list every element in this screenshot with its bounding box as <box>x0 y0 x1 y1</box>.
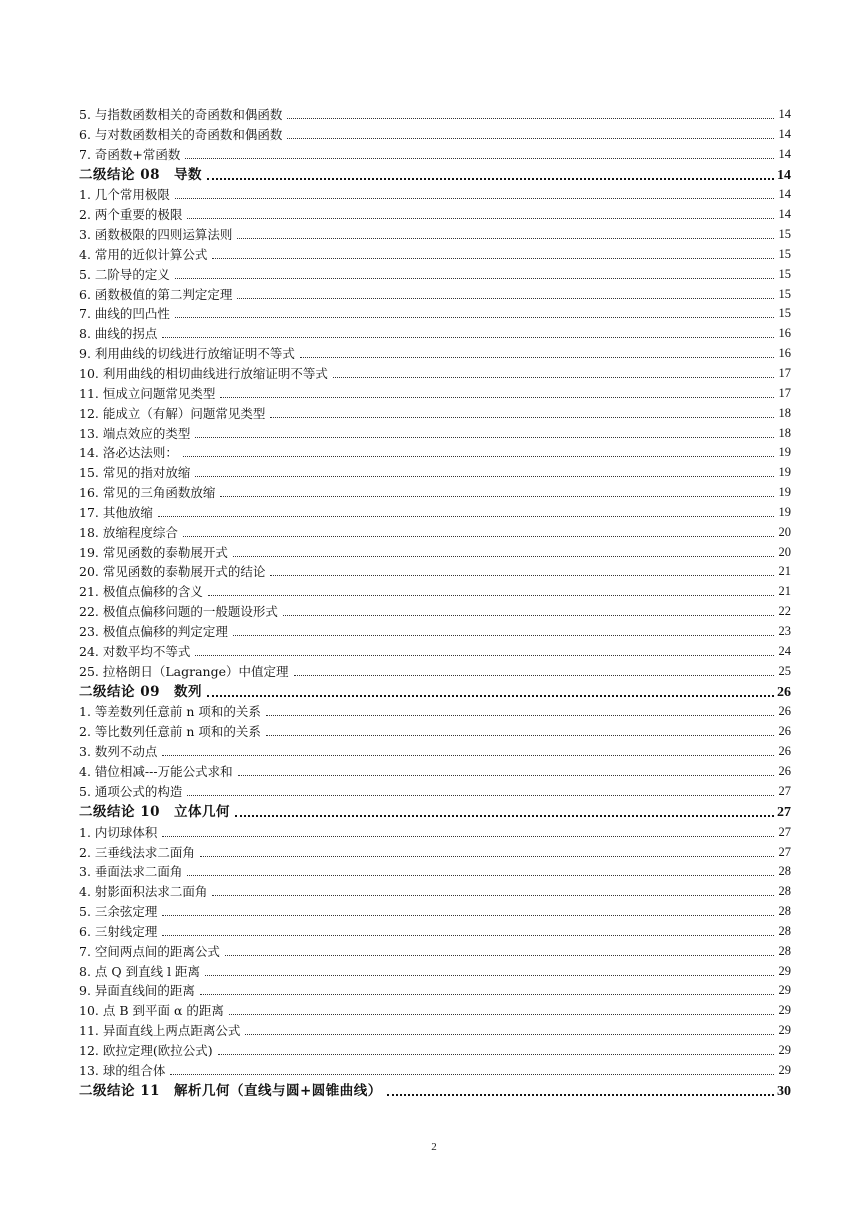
dot-leader <box>225 954 774 956</box>
toc-entry-page: 15 <box>778 286 791 301</box>
toc-entry-label: 4. 错位相减---万能公式求和 <box>79 764 233 779</box>
toc-entry[interactable] <box>79 581 791 601</box>
toc-entry[interactable] <box>79 921 791 941</box>
toc-entry-label: 二级结论 08 导数 <box>79 166 202 183</box>
toc-entry-label: 2. 两个重要的极限 <box>79 207 183 223</box>
dot-leader <box>270 574 774 576</box>
toc-entry-label: 5. 二阶导的定义 <box>79 266 170 282</box>
dot-leader <box>195 654 774 656</box>
toc-entry-page: 22 <box>778 604 791 619</box>
toc-entry-page: 14 <box>778 146 791 161</box>
dot-leader <box>387 1093 774 1096</box>
toc-entry-page: 26 <box>778 724 791 739</box>
toc-entry-page: 15 <box>778 227 791 242</box>
toc-entry-page: 14 <box>778 187 791 202</box>
toc-entry[interactable] <box>79 862 791 882</box>
toc-entry-page: 20 <box>778 544 791 559</box>
toc-entry-page: 19 <box>778 504 791 519</box>
toc-entry[interactable] <box>79 264 791 284</box>
dot-leader <box>205 974 774 976</box>
toc-entry-page: 28 <box>778 904 791 919</box>
toc-entry-page: 26 <box>778 764 791 778</box>
toc-entry[interactable] <box>79 661 791 681</box>
toc-entry-page: 16 <box>778 346 791 361</box>
dot-leader <box>266 714 774 716</box>
toc-entry-label: 13. 端点效应的类型 <box>79 425 191 441</box>
toc-entry-page: 29 <box>778 1023 791 1038</box>
toc-entry-page: 28 <box>778 864 791 879</box>
toc-entry-label: 12. 能成立（有解）问题常见类型 <box>79 405 266 421</box>
toc-entry-page: 28 <box>778 943 791 958</box>
toc-entry-label: 23. 极值点偏移的判定定理 <box>79 623 228 639</box>
toc-entry[interactable] <box>79 323 791 343</box>
toc-entry-page: 16 <box>778 326 791 341</box>
toc-entry-page: 19 <box>778 485 791 500</box>
toc-entry[interactable] <box>79 1060 791 1080</box>
dot-leader <box>207 177 774 180</box>
toc-entry-page: 29 <box>778 1003 791 1018</box>
toc-entry-label: 3. 函数极限的四则运算法则 <box>79 227 233 243</box>
dot-leader <box>183 535 774 537</box>
dot-leader <box>187 217 774 219</box>
toc-entry[interactable] <box>79 502 791 522</box>
dot-leader <box>233 555 774 557</box>
toc-entry-label: 1. 内切球体积 <box>79 824 158 840</box>
dot-leader <box>175 277 774 279</box>
dot-leader <box>195 436 774 438</box>
dot-leader <box>218 1053 774 1055</box>
dot-leader <box>220 396 774 398</box>
toc-entry-page: 18 <box>778 405 791 420</box>
toc-entry-page: 30 <box>777 1083 791 1099</box>
toc-entry-label: 3. 垂面法求二面角 <box>79 864 183 880</box>
toc-entry[interactable] <box>79 304 791 324</box>
toc-entry-page: 19 <box>778 465 791 480</box>
toc-entry-label: 7. 曲线的凹凸性 <box>79 306 170 322</box>
toc-entry-page: 17 <box>778 365 791 380</box>
toc-entry-page: 28 <box>778 923 791 938</box>
toc-entry-label: 9. 利用曲线的切线进行放缩证明不等式 <box>79 346 295 362</box>
toc-entry-label: 7. 奇函数+常函数 <box>79 146 181 162</box>
toc-entry-page: 15 <box>778 266 791 281</box>
toc-entry-label: 3. 数列不动点 <box>79 744 158 760</box>
toc-entry-label: 5. 通项公式的构造 <box>79 783 183 799</box>
dot-leader <box>183 455 774 457</box>
toc-entry[interactable] <box>79 702 791 722</box>
toc-entry-page: 21 <box>778 584 791 599</box>
page-number: 2 <box>431 1141 437 1153</box>
toc-entry-label: 8. 点 Q 到直线 l 距离 <box>79 963 201 979</box>
toc-entry[interactable] <box>79 522 791 542</box>
toc-entry[interactable] <box>79 941 791 961</box>
toc-entry-page: 23 <box>778 623 791 638</box>
toc-entry-page: 14 <box>777 167 791 183</box>
toc-entry-page: 26 <box>778 744 791 759</box>
toc-entry-page: 28 <box>778 884 791 899</box>
toc-entry-page: 29 <box>778 1042 791 1057</box>
toc-entry-page: 14 <box>778 106 791 121</box>
dot-leader <box>207 694 774 697</box>
toc-entry-label: 6. 与对数函数相关的奇函数和偶函数 <box>79 126 283 142</box>
toc-entry[interactable] <box>79 741 791 761</box>
toc-entry-page: 29 <box>778 1062 791 1077</box>
toc-entry-label: 8. 曲线的拐点 <box>79 326 158 342</box>
dot-leader <box>175 197 774 199</box>
dot-leader <box>235 814 774 817</box>
toc-entry-label: 6. 三射线定理 <box>79 923 158 939</box>
dot-leader <box>175 316 774 318</box>
toc-entry-label: 10. 点 B 到平面 α 的距离 <box>79 1003 224 1019</box>
dot-leader <box>266 734 774 736</box>
toc-entry-page: 20 <box>778 524 791 539</box>
dot-leader <box>187 794 774 796</box>
toc-entry-label: 19. 常见函数的泰勒展开式 <box>79 544 228 560</box>
dot-leader <box>270 416 774 418</box>
toc-entry[interactable] <box>79 124 791 144</box>
toc-entry[interactable] <box>79 761 791 781</box>
toc-entry[interactable] <box>79 403 791 423</box>
toc-entry-page: 25 <box>778 663 791 678</box>
toc-entry-page: 15 <box>778 306 791 321</box>
toc-entry[interactable] <box>79 144 791 164</box>
dot-leader <box>212 257 774 259</box>
toc-entry[interactable] <box>79 104 791 124</box>
toc-entry[interactable] <box>79 244 791 264</box>
toc-entry-page: 27 <box>777 804 791 820</box>
toc-entry[interactable] <box>79 423 791 443</box>
toc-entry[interactable] <box>79 601 791 621</box>
toc-entry-page: 29 <box>778 983 791 998</box>
dot-leader <box>245 1033 774 1035</box>
dot-leader <box>237 237 774 239</box>
toc-entry[interactable] <box>79 621 791 641</box>
toc-entry-label: 24. 对数平均不等式 <box>79 643 191 659</box>
toc-entry[interactable] <box>79 1000 791 1020</box>
dot-leader <box>187 874 774 876</box>
toc-entry-label: 4. 射影面积法求二面角 <box>79 884 208 900</box>
dot-leader <box>162 914 774 916</box>
dot-leader <box>208 594 774 596</box>
toc-entry-label: 11. 恒成立问题常见类型 <box>79 385 216 401</box>
toc-section-heading[interactable] <box>79 164 791 185</box>
toc-entry-page: 29 <box>778 963 791 978</box>
toc-entry-page: 24 <box>778 643 791 658</box>
dot-leader <box>300 356 774 358</box>
dot-leader <box>233 634 774 636</box>
toc-entry-page: 26 <box>778 704 791 719</box>
toc-entry-label: 1. 几个常用极限 <box>79 187 170 203</box>
toc-entry-page: 14 <box>778 126 791 141</box>
toc-entry-label: 1. 等差数列任意前 n 项和的关系 <box>79 704 261 720</box>
toc-entry[interactable] <box>79 562 791 582</box>
toc-entry-label: 11. 异面直线上两点距离公式 <box>79 1023 241 1039</box>
dot-leader <box>238 774 774 776</box>
toc-entry[interactable] <box>79 1020 791 1040</box>
toc-entry[interactable] <box>79 961 791 981</box>
toc-entry[interactable] <box>79 284 791 304</box>
toc-entry-page: 18 <box>778 425 791 440</box>
dot-leader <box>287 117 774 119</box>
toc-entry-label: 14. 洛必达法则： <box>79 445 178 461</box>
toc-entry[interactable] <box>79 881 791 901</box>
toc-entry-label: 20. 常见函数的泰勒展开式的结论 <box>79 564 266 580</box>
toc-entry[interactable] <box>79 383 791 403</box>
toc-entry-label: 5. 三余弦定理 <box>79 904 158 920</box>
dot-leader <box>200 855 774 857</box>
toc-entry-label: 6. 函数极值的第二判定定理 <box>79 286 233 302</box>
dot-leader <box>158 515 774 517</box>
toc-entry-label: 12. 欧拉定理(欧拉公式) <box>79 1042 213 1058</box>
toc-entry-label: 10. 利用曲线的相切曲线进行放缩证明不等式 <box>79 365 328 381</box>
dot-leader <box>185 157 774 159</box>
toc-entry-page: 15 <box>778 246 791 261</box>
dot-leader <box>229 1013 774 1015</box>
toc-entry-label: 二级结论 09 数列 <box>79 683 202 700</box>
toc-entry-label: 7. 空间两点间的距离公式 <box>79 943 220 959</box>
toc-section-heading[interactable] <box>79 681 791 702</box>
dot-leader <box>283 614 774 616</box>
toc-entry[interactable] <box>79 641 791 661</box>
toc-entry-label: 4. 常用的近似计算公式 <box>79 246 208 262</box>
toc-entry-label: 25. 拉格朗日（Lagrange）中值定理 <box>79 663 289 679</box>
toc-entry[interactable] <box>79 363 791 383</box>
toc-entry[interactable] <box>79 224 791 244</box>
dot-leader <box>212 894 774 896</box>
toc-entry-label: 2. 三垂线法求二面角 <box>79 844 195 860</box>
toc-entry[interactable] <box>79 542 791 562</box>
toc-entry-label: 15. 常见的指对放缩 <box>79 465 191 481</box>
toc-entry-label: 2. 等比数列任意前 n 项和的关系 <box>79 724 261 740</box>
toc-entry-page: 27 <box>778 783 791 798</box>
dot-leader <box>294 674 775 676</box>
dot-leader <box>195 475 774 477</box>
toc-entry-page: 27 <box>778 844 791 859</box>
toc-entry-page: 27 <box>778 824 791 839</box>
toc-entry[interactable] <box>79 204 791 224</box>
dot-leader <box>162 835 774 837</box>
toc-entry-page: 14 <box>778 207 791 222</box>
toc-entry[interactable] <box>79 822 791 842</box>
toc-entry-page: 26 <box>777 684 791 700</box>
dot-leader <box>170 1073 774 1075</box>
dot-leader <box>162 934 774 936</box>
dot-leader <box>220 495 774 497</box>
dot-leader <box>287 137 774 139</box>
toc-entry-page: 19 <box>778 445 791 460</box>
toc-entry[interactable] <box>79 721 791 741</box>
toc-entry-label: 18. 放缩程度综合 <box>79 524 178 540</box>
toc-entry-label: 17. 其他放缩 <box>79 504 153 520</box>
dot-leader <box>333 376 774 378</box>
toc-section-heading[interactable] <box>79 801 791 822</box>
toc-entry[interactable] <box>79 842 791 862</box>
toc-entry-label: 22. 极值点偏移问题的一般题设形式 <box>79 604 278 620</box>
toc-entry[interactable] <box>79 1040 791 1060</box>
toc-entry-page: 17 <box>778 385 791 400</box>
toc-entry[interactable] <box>79 185 791 205</box>
dot-leader <box>237 297 774 299</box>
toc-entry[interactable] <box>79 443 791 463</box>
toc-entry[interactable] <box>79 482 791 502</box>
toc-entry[interactable] <box>79 981 791 1001</box>
toc-section-heading[interactable] <box>79 1080 791 1101</box>
toc-entry[interactable] <box>79 901 791 921</box>
table-of-contents <box>79 104 791 1101</box>
dot-leader <box>162 754 774 756</box>
toc-entry-label: 5. 与指数函数相关的奇函数和偶函数 <box>79 106 283 122</box>
toc-entry-page: 21 <box>778 564 791 579</box>
toc-entry-label: 21. 极值点偏移的含义 <box>79 584 203 600</box>
toc-entry-label: 二级结论 11 解析几何（直线与圆+圆锥曲线） <box>79 1082 382 1099</box>
dot-leader <box>162 336 774 338</box>
toc-entry[interactable] <box>79 781 791 801</box>
toc-entry[interactable] <box>79 462 791 482</box>
toc-entry[interactable] <box>79 343 791 363</box>
dot-leader <box>200 993 774 995</box>
toc-entry-label: 13. 球的组合体 <box>79 1062 166 1078</box>
toc-entry-label: 9. 异面直线间的距离 <box>79 983 195 999</box>
toc-entry-label: 二级结论 10 立体几何 <box>79 803 230 820</box>
toc-entry-label: 16. 常见的三角函数放缩 <box>79 485 216 501</box>
